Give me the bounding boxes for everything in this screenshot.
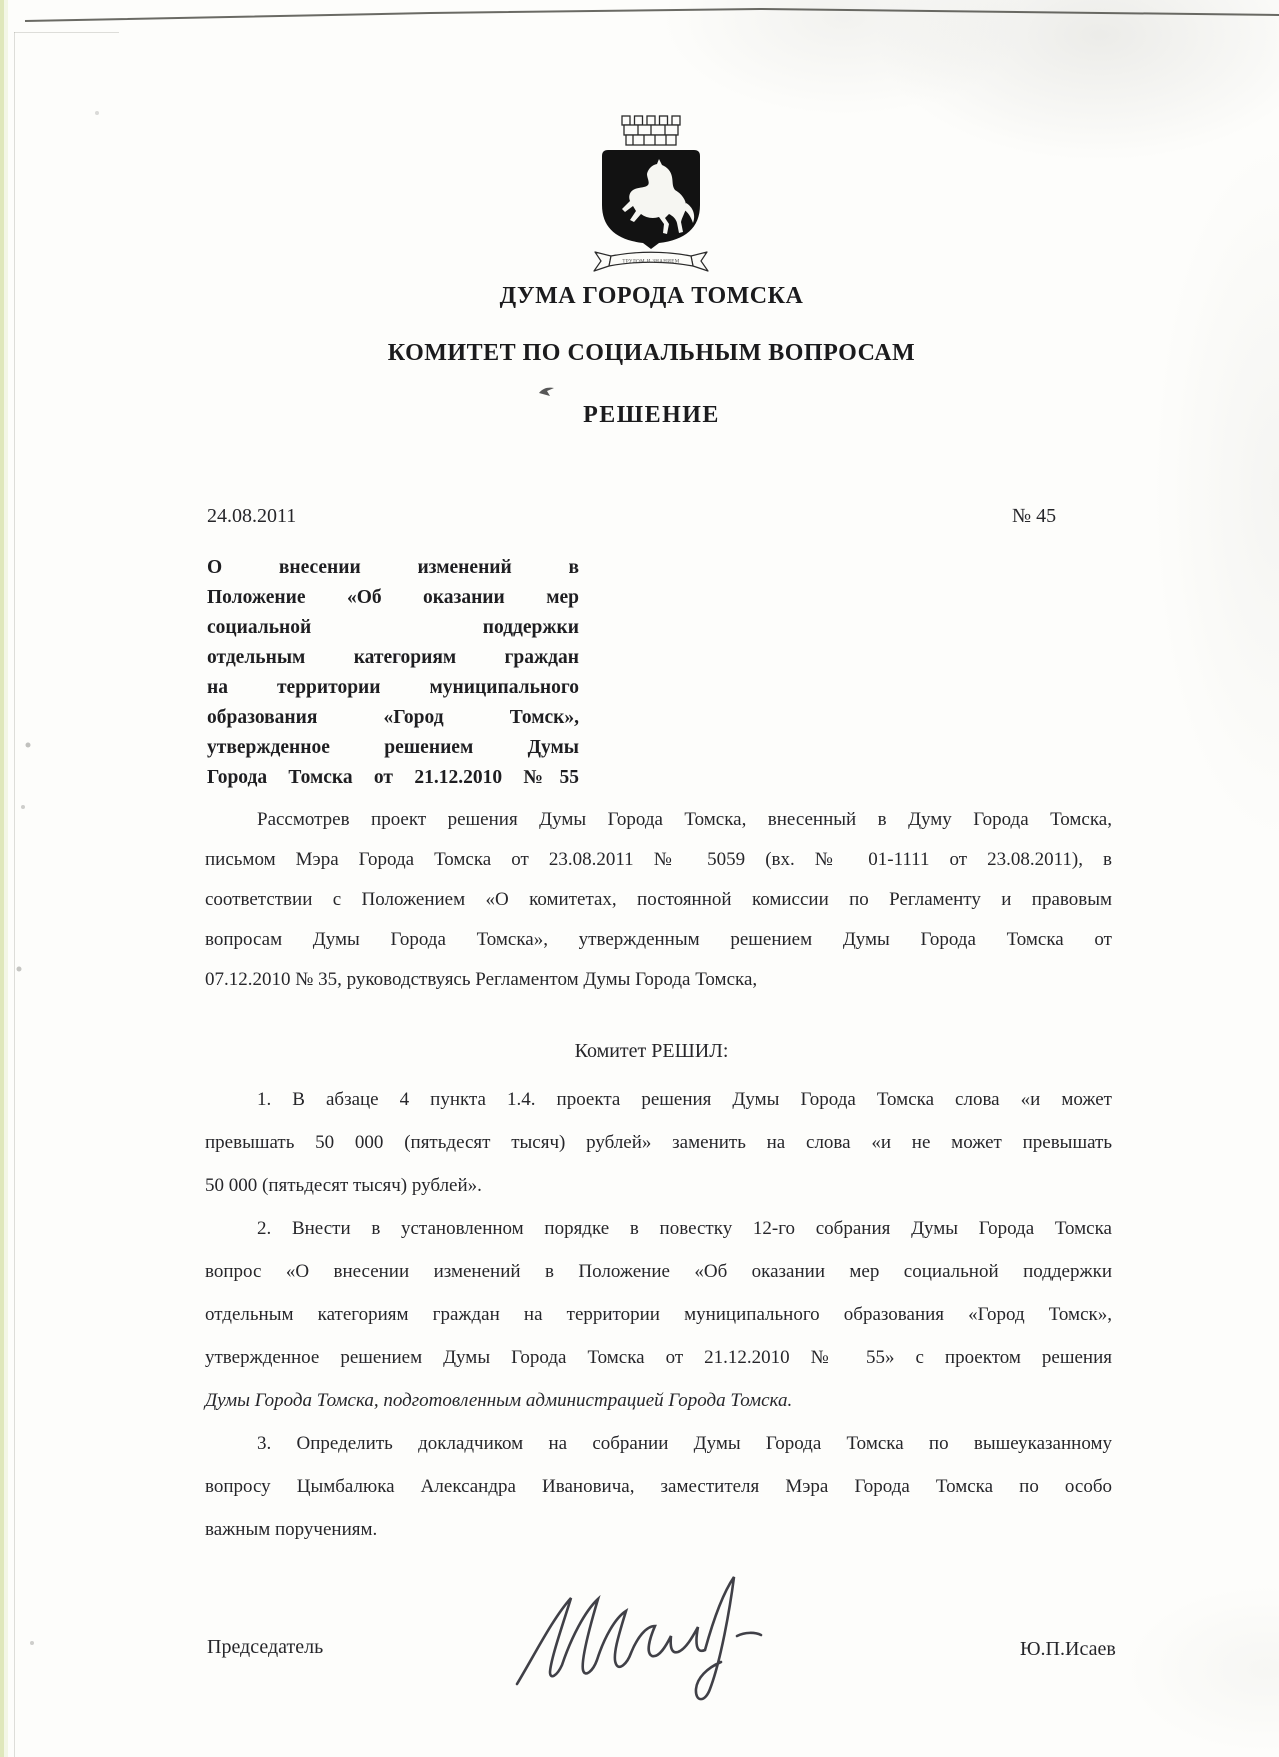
item-line: важным поручениям. xyxy=(205,1519,378,1540)
mural-crown-icon xyxy=(622,116,680,145)
subject-line: Положение «Об оказании мер xyxy=(207,587,579,608)
resolution-item-3 xyxy=(205,1422,1112,1551)
item-line: 2. Внести в установленном порядке в повестку 12-го собрания Думы Города Томска xyxy=(257,1218,1112,1239)
signature-handwriting xyxy=(505,1566,767,1714)
preamble-line: письмом Мэра Города Томска от 23.08.2011 № 5059 (вх. № 01-1111 от 23.08.2011), в xyxy=(205,849,1112,870)
item-line: утвержденное решением Думы Города Томска от 21.12.2010 № 55» с проектом решения xyxy=(205,1347,1112,1368)
document-number: № 45 xyxy=(1012,505,1057,527)
preamble-paragraph xyxy=(205,800,1112,1000)
item-line: отдельным категориям граждан на территории муниципального образования «Город Томск», xyxy=(205,1304,1112,1325)
subject-line: Города Томска от 21.12.2010 №55 xyxy=(207,767,579,788)
item-line: 50 000 (пятьдесят тысяч) рублей». xyxy=(205,1175,482,1196)
subject-line: утвержденное решением Думы xyxy=(207,737,579,758)
committee-title: КОМИТЕТ ПО СОЦИАЛЬНЫМ ВОПРОСАМ xyxy=(387,340,916,366)
scan-edge-strip-light xyxy=(4,0,8,1757)
preamble-line: вопросам Думы Города Томска», утвержденным решением Думы Города Томска от xyxy=(205,929,1112,950)
item-line: превышать 50 000 (пятьдесят тысяч) рублей» заменить на слова «и не может превышать xyxy=(205,1132,1112,1153)
item-line: 1. В абзаце 4 пункта 1.4. проекта решения Думы Города Томска слова «и может xyxy=(257,1089,1112,1110)
motto-ribbon-icon xyxy=(594,252,708,271)
resolution-heading: Комитет РЕШИЛ: xyxy=(574,1040,729,1062)
page-edge-line-horizontal xyxy=(14,32,119,33)
subject-line: социальной поддержки xyxy=(207,617,579,638)
subject-block xyxy=(207,553,579,793)
item-line: Думы Города Томска, подготовленным администрацией Города Томска. xyxy=(205,1390,793,1411)
signature-role: Председатель xyxy=(207,1636,324,1658)
item-line: 3. Определить докладчиком на собрании Думы Города Томска по вышеуказанному xyxy=(257,1433,1112,1454)
item-line: вопрос «О внесении изменений в Положение «Об оказании мер социальной поддержки xyxy=(205,1261,1112,1282)
motto-text: ТРУДОМ И ЗНАНИЕМ xyxy=(622,259,680,265)
document-date: 24.08.2011 xyxy=(207,505,297,527)
item-line: вопросу Цымбалюка Александра Ивановича, заместителя Мэра Города Томска по особо xyxy=(205,1476,1112,1497)
subject-line: образования «Город Томск», xyxy=(207,707,579,728)
resolution-items xyxy=(205,1078,1112,1551)
organization-title: ДУМА ГОРОДА ТОМСКА xyxy=(499,283,804,309)
signature-name: Ю.П.Исаев xyxy=(1020,1638,1116,1660)
resolution-item-1 xyxy=(205,1078,1112,1207)
subject-line: О внесении изменений в xyxy=(207,557,579,578)
preamble-line: Рассмотрев проект решения Думы Города Томска, внесенный в Думу Города Томска, xyxy=(257,809,1112,830)
tomsk-coat-of-arms-icon xyxy=(581,110,721,278)
preamble-line: 07.12.2010 № 35, руководствуясь Регламентом Думы Города Томска, xyxy=(205,969,758,990)
document-type-title: РЕШЕНИЕ xyxy=(583,402,720,428)
resolution-item-2 xyxy=(205,1207,1112,1422)
subject-line: отдельным категориям граждан xyxy=(207,647,579,668)
subject-line: на территории муниципального xyxy=(207,677,579,698)
ink-mark-artifact xyxy=(536,384,556,398)
scan-top-line xyxy=(0,0,1279,30)
preamble-line: соответствии с Положением «О комитетах, постоянной комиссии по Регламенту и правовым xyxy=(205,889,1112,910)
